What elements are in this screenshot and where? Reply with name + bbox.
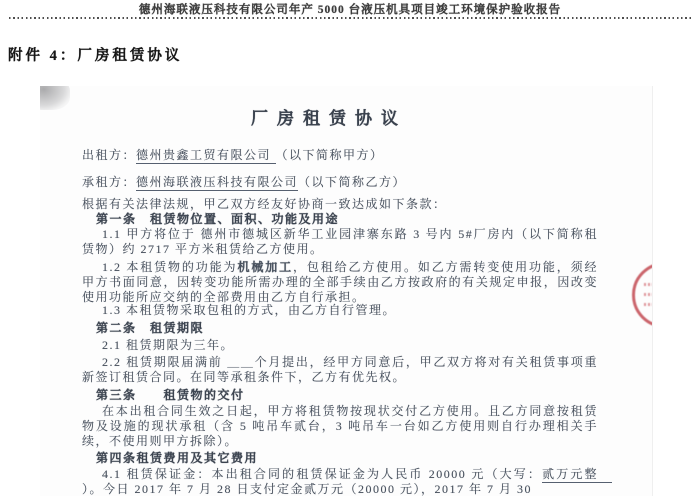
scanned-document-page: [40, 86, 653, 496]
clause-2-2-paragraph: [82, 355, 598, 385]
lessee-suffix: （以下简称乙方）: [298, 175, 407, 189]
clause-2-heading: 第二条 租赁期限: [96, 321, 205, 335]
dotted-separator: [9, 17, 691, 19]
attachment-label: 附件 4：厂房租赁协议: [8, 48, 183, 64]
seal-text-line: [644, 283, 653, 286]
clause-2-1-paragraph: 2.1 租赁期限为三年。: [102, 338, 235, 352]
clause-4-1-amount-words: 贰万元整: [542, 467, 612, 481]
lessee-label: 承租方：: [82, 175, 137, 189]
clause-4-heading: 第四条租赁费用及其它费用: [96, 451, 259, 465]
clause-4-1-paragraph: [82, 467, 612, 496]
document-title: 厂房租赁协议: [251, 109, 407, 128]
report-header-title: 德州海联液压科技有限公司年产 5000 台液压机具项目竣工环境保护验收报告: [138, 4, 562, 16]
clause-1-1-paragraph: 1.1 甲方将位于 德州市德城区新华工业园津寨东路 3 号内 5#厂房内（以下简称租赁物）约 2717 平方米租赁给乙方使用。: [82, 227, 598, 256]
lessee-name: 德州海联液压科技有限公司: [136, 175, 299, 189]
seal-text-line: [644, 293, 653, 296]
lessor-suffix: （以下简称甲方）: [275, 148, 384, 162]
clause-1-2-rest: ，包租给乙方使用。如乙方需转变使用功能，须经甲方书面同意，因转变功能所需办理的全部手续由乙方按政府的有关规定申报，因改变使用功能所应交纳的全部费用由乙方自行承担。: [82, 260, 598, 304]
clause-4-1-rest: ）。今日 2017 年 7 月 28 日支付定金贰万元（20000 元），2017 年 7 月 30: [82, 482, 533, 496]
lessor-name: 德州贵鑫工贸有限公司: [136, 148, 276, 162]
clause-4-1-lead: 4.1 租赁保证金：本出租合同的租赁保证金为人民币 20000 元（大写：: [102, 467, 543, 481]
clause-2-2-blank-field: ＿＿: [227, 355, 255, 369]
clause-1-3-paragraph: 1.3 本租赁物采取包租的方式，由乙方自行管理。: [102, 303, 397, 317]
clause-1-heading: 第一条 租赁物位置、面积、功能及用途: [96, 212, 340, 226]
clause-1-2-bold-term: 机械加工: [237, 260, 293, 274]
clause-1-2-paragraph: [82, 260, 598, 305]
clause-1-2-lead: 1.2 本租赁物的功能为: [102, 260, 238, 274]
seal-text-line: [644, 303, 653, 306]
clause-3-paragraph: 在本出租合同生效之日起，甲方将租赁物按现状交付乙方使用。且乙方同意按租赁物及设施的现状承租（含 5 吨吊车贰台，3 吨吊车一台如乙方使用则自行办理相关手续，不使用则甲方拆除）。: [82, 404, 598, 448]
clause-2-2-rest: 个月提出，经甲方同意后，甲乙双方将对有关租赁事项重新签订租赁合同。在同等承租条件下，乙方有优先权。: [82, 355, 598, 384]
lessor-label: 出租方：: [82, 148, 137, 162]
red-seal-stamp-icon: [632, 262, 653, 328]
clause-2-2-lead: 2.2 租赁期限届满前: [102, 355, 228, 369]
lessor-line: [82, 148, 598, 163]
lessee-line: [82, 175, 598, 190]
clause-3-heading: 第三条 租赁物的交付: [96, 388, 245, 402]
preamble: 根据有关法律法规，甲乙双方经友好协商一致达成如下条款：: [82, 197, 447, 211]
